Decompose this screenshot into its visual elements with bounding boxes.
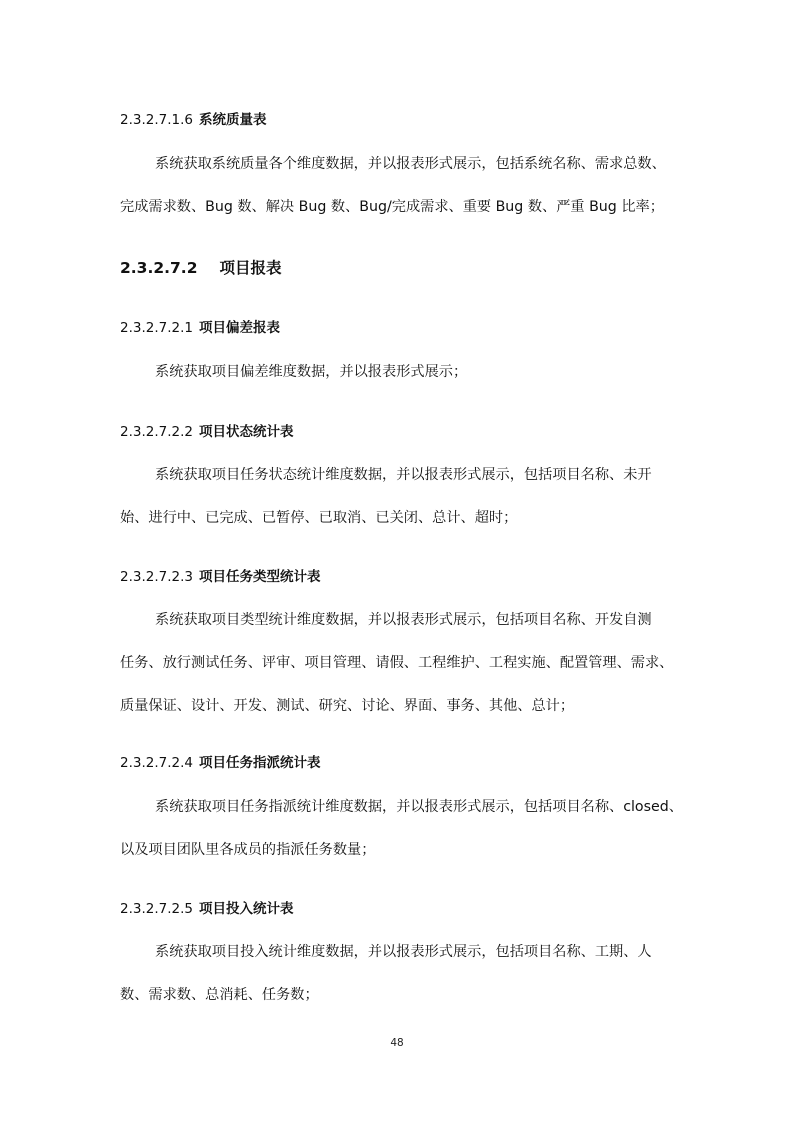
page-number: 48 [390, 1037, 404, 1049]
paragraph-line: 以及项目团队里各成员的指派任务数量； [120, 842, 376, 858]
section-title: 项目报表 [219, 259, 282, 277]
section-title: 项目任务指派统计表 [199, 755, 321, 771]
section-heading [120, 316, 680, 336]
paragraph-line: 数、需求数、总消耗、任务数； [120, 987, 319, 1003]
section-title: 项目投入统计表 [199, 901, 294, 917]
section-number: 2.3.2.7.2.3 [120, 569, 193, 585]
section-number: 2.3.2.7.2.2 [120, 424, 193, 440]
section-number: 2.3.2.7.2 [120, 259, 198, 277]
paragraph-line: 系统获取系统质量各个维度数据，并以报表形式展示，包括系统名称、需求总数、 [155, 156, 666, 172]
section-number: 2.3.2.7.1.6 [120, 112, 193, 128]
section-heading [120, 565, 680, 585]
section-heading [120, 897, 680, 917]
paragraph-line: 任务、放行测试任务、评审、项目管理、请假、工程维护、工程实施、配置管理、需求、 [120, 655, 674, 671]
section-title: 项目状态统计表 [199, 424, 294, 440]
paragraph-line: 系统获取项目任务状态统计维度数据，并以报表形式展示，包括项目名称、未开 [155, 467, 652, 483]
paragraph-line: 始、进行中、已完成、已暂停、已取消、已关闭、总计、超时； [120, 510, 518, 526]
section-number: 2.3.2.7.2.4 [120, 755, 193, 771]
section-title: 系统质量表 [199, 112, 267, 128]
paragraph-line: 质量保证、设计、开发、测试、研究、讨论、界面、事务、其他、总计； [120, 698, 575, 714]
section-heading [120, 751, 680, 771]
paragraph-line: 系统获取项目偏差维度数据，并以报表形式展示； [155, 364, 468, 380]
paragraph-line: 系统获取项目任务指派统计维度数据，并以报表形式展示，包括项目名称、closed、 [155, 799, 683, 815]
section-title: 项目任务类型统计表 [199, 569, 321, 585]
paragraph-line: 完成需求数、Bug 数、解决 Bug 数、Bug/完成需求、重要 Bug 数、严重 Bug 比率； [120, 199, 664, 215]
subsection-heading [120, 256, 680, 278]
section-title: 项目偏差报表 [199, 320, 280, 336]
paragraph-line: 系统获取项目类型统计维度数据，并以报表形式展示，包括项目名称、开发自测 [155, 612, 652, 628]
section-number: 2.3.2.7.2.1 [120, 320, 193, 336]
paragraph-line: 系统获取项目投入统计维度数据，并以报表形式展示，包括项目名称、工期、人 [155, 944, 652, 960]
section-heading [120, 108, 680, 128]
section-heading [120, 420, 680, 440]
section-number: 2.3.2.7.2.5 [120, 901, 193, 917]
